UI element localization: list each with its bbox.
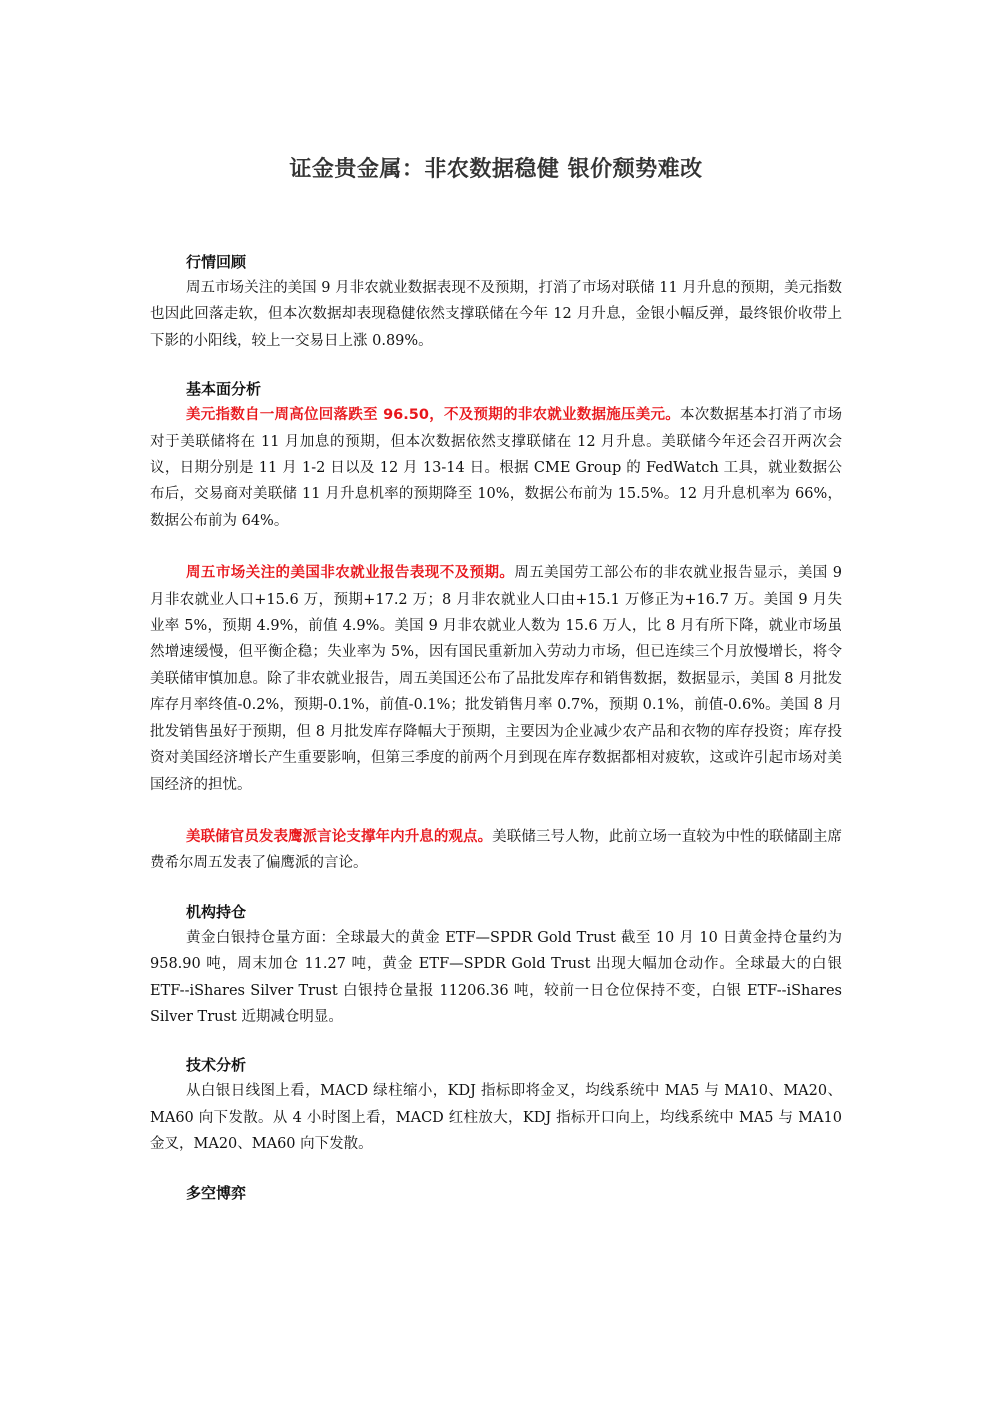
paragraph-fundamental-2 [150,560,842,798]
section-market-review [150,249,842,354]
section-long-short [150,1180,842,1206]
paragraph-fundamental-1-body: 本次数据基本打消了市场对于美联储将在 11 月加息的预期，但本次数据依然支撑联储在 12 月升息。美联储今年还会召开两次会议，日期分别是 11 月 1-2 日以及 12 月 13-14 日。根据 CME Group 的 FedWatch 工具，就业数据公布后，交易商对美联储 11 月升息机率的预期降至 10%，数据公布前为 15.5%。12 月升息机率为 66%，数据公布前为 64%。 [150,407,843,529]
section-heading-fundamental: 基本面分析 [186,380,262,399]
lead-sentence-fed-hawkish: 美联储官员发表鹰派言论支撑年内升息的观点。 [186,828,493,845]
lead-sentence-nonfarm: 周五市场关注的美国非农就业报告表现不及预期。 [186,565,515,582]
section-fundamental-analysis [150,376,842,877]
section-technical-analysis [150,1052,842,1157]
section-heading-technical: 技术分析 [186,1056,247,1075]
paragraph-fundamental-2-body: 周五美国劳工部公布的非农就业报告显示，美国 9 月非农就业人口+15.6 万，预期+17.2 万；8 月非农就业人口由+15.1 万修正为+16.7 万。美国 9 月失业率 5%，预期 4.9%，前值 4.9%。美国 9 月非农就业人数为 15.6 万人，比 8 月有所下降，就业市场虽然增速缓慢，但平衡企稳；失业率为 5%，因有国民重新加入劳动力市场，但已连续三个月放慢增长，将令美联储审慎加息。除了非农就业报告，周五美国还公布了品批发库存和销售数据，数据显示，美国 8 月批发库存月率终值-0.2%，预期-0.1%，前值-0.1%；批发销售月率 0.7%，预期 0.1%，前值-0.6%。美国 8 月批发销售虽好于预期，但 8 月批发库存降幅大于预期，主要因为企业减少农产品和衣物的库存投资；库存投资对美国经济增长产生重要影响，但第三季度的前两个月到现在库存数据都相对疲软，这或许引起市场对美国经济的担忧。 [150,565,842,793]
section-heading-positions: 机构持仓 [186,902,247,921]
document-title: 证金贵金属：非农数据稳健 银价颓势难改 [289,157,703,182]
paragraph-technical: 从白银日线图上看，MACD 绿柱缩小，KDJ 指标即将金叉，均线系统中 MA5 与 MA10、MA20、MA60 向下发散。从 4 小时图上看，MACD 红柱放大，KDJ 指标开口向上，均线系统中 MA5 与 MA10 金叉，MA20、MA60 向下发散。 [150,1083,842,1153]
section-institutional-positions [150,899,842,1031]
paragraph-fundamental-1 [150,402,842,534]
section-heading-review: 行情回顾 [186,253,247,271]
paragraph-fundamental-3-body: 美联储三号人物，此前立场一直较为中性的联储副主席费希尔周五发表了偏鹰派的言论。 [150,828,842,872]
paragraph-review: 周五市场关注的美国 9 月非农就业数据表现不及预期，打消了市场对联储 11 月升息的预期，美元指数也因此回落走软，但本次数据却表现稳健依然支撑联储在今年 12 月升息，金银小幅反弹，最终银价收带上下影的小阳线，较上一交易日上涨 0.89%。 [150,280,842,349]
paragraph-fundamental-3 [150,824,842,877]
section-heading-long-short: 多空博弈 [186,1183,247,1202]
paragraph-positions: 黄金白银持仓量方面：全球最大的黄金 ETF—SPDR Gold Trust 截至 10 月 10 日黄金持仓量约为 958.90 吨，周末加仓 11.27 吨，黄金 ETF—SPDR Gold Trust 出现大幅加仓动作。全球最大的白银 ETF--iShares Silver Trust 白银持仓量报 11206.36 吨，较前一日仓位保持不变，白银 ETF--iShares Silver Trust 近期减仓明显。 [150,929,842,1025]
document-body [150,249,842,1206]
lead-sentence-dollar-index: 美元指数自一周高位回落跌至 96.50，不及预期的非农就业数据施压美元。 [186,407,680,424]
